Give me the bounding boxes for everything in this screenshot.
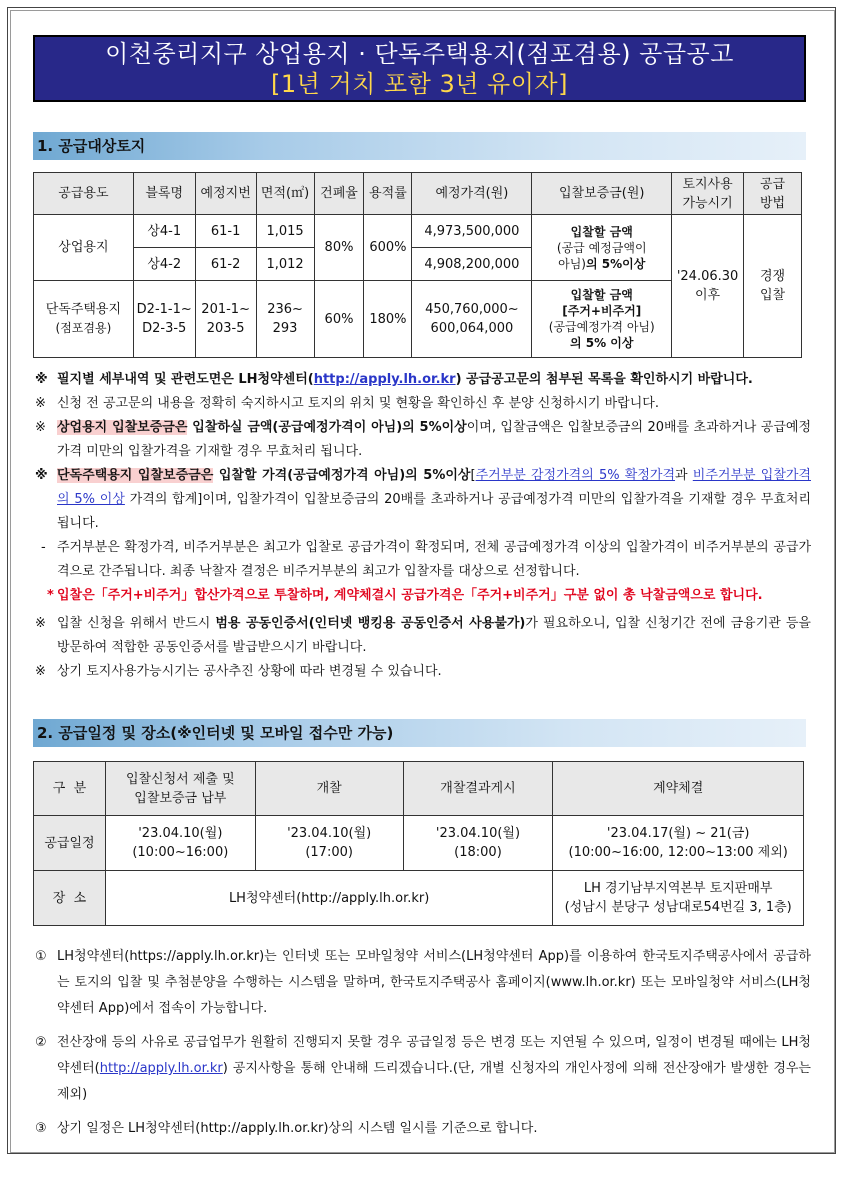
note-item: ② 전산장애 등의 사유로 공급업무가 원활히 진행되지 못할 경우 공급일정 등은 변경 또는 지연될 수 있으며, 일정이 변경될 때에는 LH청약센터(http://apply.lh.or.kr) 공지사항을 통해 안내해 드리겠습니다.(단, 개별 신청자의 개인사정에 의해 전산장애가 발생한 경우는 제외) xyxy=(35,1035,811,1102)
col-result: 개찰결과게시 xyxy=(403,762,553,816)
title-banner xyxy=(33,35,806,102)
title-sub: [1년 거치 포함 3년 유이자] xyxy=(271,70,568,98)
note-item-warning: * 입찰은「주거+비주거」합산가격으로 투찰하며, 계약체결시 공급가격은「주거+비주거」구분 없이 총 낙찰금액으로 합니다. xyxy=(47,588,763,603)
note-item: - 주거부분은 확정가격, 비주거부분은 최고가 입찰로 공급가격이 확정되며, 전체 공급예정가격 이상의 입찰가격이 비주거부분의 공급가격으로 간주됩니다. 최종 낙찰자 결정은 비주거부분의 최고가 입찰자를 대상으로 선정합니다. xyxy=(41,540,811,579)
notes-section-1 xyxy=(33,368,811,684)
table-header-row xyxy=(34,762,804,816)
section-2-heading: 2. 공급일정 및 장소(※인터넷 및 모바일 접수만 가능) xyxy=(33,719,806,747)
cell-lot: 201-1~ 203-5 xyxy=(195,281,256,358)
cell-deposit-residential: 입찰할 금액 [주거+비주거] (공급예정가격 아님) 의 5% 이상 xyxy=(532,281,672,358)
cell-lot: 61-2 xyxy=(195,248,256,281)
cell-use-commercial: 상업용지 xyxy=(34,215,134,281)
col-far: 용적률 xyxy=(364,173,412,215)
col-price: 예정가격(원) xyxy=(412,173,532,215)
cell-lot: 61-1 xyxy=(195,215,256,248)
schedule-table xyxy=(33,761,804,926)
cell-usable: '24.06.30 이후 xyxy=(672,215,744,358)
cell-price: 4,973,500,000 xyxy=(412,215,532,248)
note-item: ※ 필지별 세부내역 및 관련도면은 LH청약센터(http://apply.lh.or.kr) 공급공고문의 첨부된 목록을 확인하시기 바랍니다. xyxy=(35,372,753,387)
cell-online-place: LH청약센터(http://apply.lh.or.kr) xyxy=(105,871,552,926)
cell-method: 경쟁 입찰 xyxy=(744,215,802,358)
col-open: 개찰 xyxy=(255,762,403,816)
cell-bcr: 60% xyxy=(314,281,364,358)
note-item: ※ 상업용지 입찰보증금은 입찰하실 금액(공급예정가격이 아님)의 5%이상이며, 입찰금액은 입찰보증금의 20배를 초과하거나 공급예정가격 미만의 입찰가격을 기재할 경우 무효처리 됩니다. xyxy=(35,420,812,459)
note-item: ① LH청약센터(https://apply.lh.or.kr)는 인터넷 또는 모바일청약 서비스(LH청약센터 App)를 이용하여 한국토지주택공사에서 공급하는 토지의 입찰 및 추첨분양을 수행하는 시스템을 말하며, 한국토지주택공사 홈페이지(www.lh.or.kr) 또는 모바일청약 서비스(LH청약센터 App)에서 접속이 가능합니다. xyxy=(35,949,811,1016)
apply-link[interactable]: http://apply.lh.or.kr xyxy=(99,1061,223,1076)
cell-price: 450,760,000~ 600,064,000 xyxy=(412,281,532,358)
cell-price: 4,908,200,000 xyxy=(412,248,532,281)
note-item: ※ 신청 전 공고문의 내용을 정확히 숙지하시고 토지의 위치 및 현황을 확인하신 후 분양 신청하시기 바랍니다. xyxy=(35,396,659,411)
table-row xyxy=(34,816,804,871)
section-1-heading: 1. 공급대상토지 xyxy=(33,132,806,160)
note-item: ※ 단독주택용지 입찰보증금은 입찰할 가격(공급예정가격 아님)의 5%이상[주거부분 감정가격의 5% 확정가격과 비주거부분 입찰가격의 5% 이상 가격의 합계]이며, 입찰가격이 입찰보증금의 20배를 초과하거나 공급예정가격 미만의 입찰가격을 기재할 경우 무효처리 됩니다. xyxy=(35,468,812,531)
note-item: ※ 입찰 신청을 위해서 반드시 범용 공동인증서(인터넷 뱅킹용 공동인증서 사용불가)가 필요하오니, 입찰 신청기간 전에 금융기관 등을 방문하여 적합한 공동인증서를 발급받으시기 바랍니다. xyxy=(35,616,811,655)
cell-office-place: LH 경기남부지역본부 토지판매부 (성남시 분당구 성남대로54번길 3, 1층) xyxy=(553,871,804,926)
cell-far: 600% xyxy=(364,215,412,281)
col-block: 블록명 xyxy=(133,173,195,215)
cell-area: 1,012 xyxy=(256,248,314,281)
col-area: 면적(㎡) xyxy=(256,173,314,215)
title-main: 이천중리지구 상업용지 · 단독주택용지(점포겸용) 공급공고 xyxy=(105,40,734,68)
cell-far: 180% xyxy=(364,281,412,358)
col-lot: 예정지번 xyxy=(195,173,256,215)
cell-block: 상4-2 xyxy=(133,248,195,281)
cell-open: '23.04.10(월) (17:00) xyxy=(255,816,403,871)
land-supply-table xyxy=(33,172,802,358)
col-apply: 입찰신청서 제출 및 입찰보증금 납부 xyxy=(105,762,255,816)
cell-block: D2-1-1~ D2-3-5 xyxy=(133,281,195,358)
row-schedule-label: 공급일정 xyxy=(34,816,106,871)
cell-apply: '23.04.10(월) (10:00~16:00) xyxy=(105,816,255,871)
cell-bcr: 80% xyxy=(314,215,364,281)
table-row xyxy=(34,215,802,248)
residential-price-link[interactable]: 주거부분 감정가격의 5% 확정가격 xyxy=(475,468,676,483)
apply-link[interactable]: http://apply.lh.or.kr xyxy=(313,372,456,387)
cell-area: 236~ 293 xyxy=(256,281,314,358)
non-residential-price-link[interactable]: 비주거부분 입찰가격의 5% 이상 xyxy=(57,468,811,507)
col-division: 구 분 xyxy=(34,762,106,816)
col-usable: 토지사용 가능시기 xyxy=(672,173,744,215)
col-method: 공급 방법 xyxy=(744,173,802,215)
cell-deposit-commercial: 입찰할 금액 (공급 예정금액이 아님)의 5%이상 xyxy=(532,215,672,281)
note-item: ※ 상기 토지사용가능시기는 공사추진 상황에 따라 변경될 수 있습니다. xyxy=(35,664,442,679)
col-contract: 계약체결 xyxy=(553,762,804,816)
notes-section-2 xyxy=(33,944,811,1150)
cell-use-residential: 단독주택용지 (점포겸용) xyxy=(34,281,134,358)
col-deposit: 입찰보증금(원) xyxy=(532,173,672,215)
table-row xyxy=(34,871,804,926)
cell-contract: '23.04.17(월) ~ 21(금) (10:00~16:00, 12:00~13:00 제외) xyxy=(553,816,804,871)
cell-area: 1,015 xyxy=(256,215,314,248)
col-use: 공급용도 xyxy=(34,173,134,215)
col-bcr: 건폐율 xyxy=(314,173,364,215)
row-place-label: 장 소 xyxy=(34,871,106,926)
cell-result: '23.04.10(월) (18:00) xyxy=(403,816,553,871)
cell-block: 상4-1 xyxy=(133,215,195,248)
note-item: ③ 상기 일정은 LH청약센터(http://apply.lh.or.kr)상의 시스템 일시를 기준으로 합니다. xyxy=(35,1121,538,1136)
table-header-row xyxy=(34,173,802,215)
